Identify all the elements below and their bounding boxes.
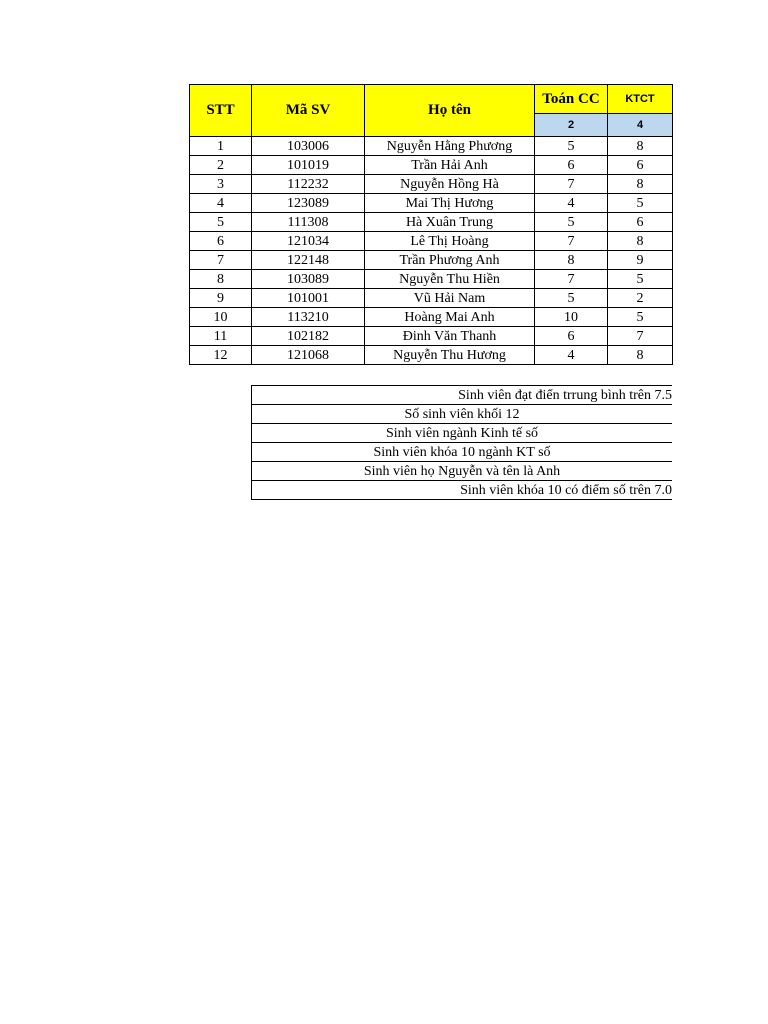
header-ma-sv[interactable]: Mã SV xyxy=(252,85,365,137)
table-row xyxy=(190,270,673,289)
cell-ktct[interactable]: 8 xyxy=(608,175,673,194)
summary-row xyxy=(252,481,673,500)
cell-ma-sv[interactable]: 101001 xyxy=(252,289,365,308)
cell-ktct[interactable]: 8 xyxy=(608,232,673,251)
cell-ma-sv[interactable]: 103006 xyxy=(252,137,365,156)
cell-ktct[interactable]: 6 xyxy=(608,213,673,232)
cell-stt[interactable]: 1 xyxy=(190,137,252,156)
cell-stt[interactable]: 8 xyxy=(190,270,252,289)
summary-label[interactable]: Số sinh viên khối 12 xyxy=(252,405,673,424)
cell-ktct[interactable]: 8 xyxy=(608,137,673,156)
table-row xyxy=(190,194,673,213)
cell-ktct[interactable]: 2 xyxy=(608,289,673,308)
header-stt[interactable]: STT xyxy=(190,85,252,137)
table-row xyxy=(190,232,673,251)
cell-toan-cc[interactable]: 5 xyxy=(535,289,608,308)
table-row xyxy=(190,308,673,327)
summary-label[interactable]: Sinh viên họ Nguyễn và tên là Anh xyxy=(252,462,673,481)
cell-toan-cc[interactable]: 5 xyxy=(535,213,608,232)
cell-stt[interactable]: 6 xyxy=(190,232,252,251)
cell-stt[interactable]: 7 xyxy=(190,251,252,270)
table-row xyxy=(190,175,673,194)
cell-toan-cc[interactable]: 6 xyxy=(535,156,608,175)
table-row xyxy=(190,289,673,308)
table-row xyxy=(190,327,673,346)
cell-stt[interactable]: 4 xyxy=(190,194,252,213)
summary-label[interactable]: Sinh viên khóa 10 có điểm số trên 7.0 xyxy=(252,481,673,500)
cell-stt[interactable]: 9 xyxy=(190,289,252,308)
cell-toan-cc[interactable]: 10 xyxy=(535,308,608,327)
cell-ma-sv[interactable]: 111308 xyxy=(252,213,365,232)
cell-toan-cc[interactable]: 6 xyxy=(535,327,608,346)
cell-toan-cc[interactable]: 4 xyxy=(535,346,608,365)
cell-ho-ten[interactable]: Mai Thị Hương xyxy=(365,194,535,213)
summary-table xyxy=(251,385,672,500)
cell-ho-ten[interactable]: Hà Xuân Trung xyxy=(365,213,535,232)
cell-ho-ten[interactable]: Đinh Văn Thanh xyxy=(365,327,535,346)
table-row xyxy=(190,213,673,232)
cell-ho-ten[interactable]: Vũ Hải Nam xyxy=(365,289,535,308)
cell-ho-ten[interactable]: Trần Hải Anh xyxy=(365,156,535,175)
cell-ho-ten[interactable]: Trần Phương Anh xyxy=(365,251,535,270)
student-grades-table xyxy=(189,84,673,365)
summary-row xyxy=(252,386,673,405)
cell-toan-cc[interactable]: 7 xyxy=(535,175,608,194)
cell-ktct[interactable]: 5 xyxy=(608,270,673,289)
summary-label[interactable]: Sinh viên ngành Kinh tế số xyxy=(252,424,673,443)
ktct-credits[interactable]: 4 xyxy=(608,114,673,137)
table-row xyxy=(190,137,673,156)
cell-ho-ten[interactable]: Nguyễn Hồng Hà xyxy=(365,175,535,194)
cell-stt[interactable]: 5 xyxy=(190,213,252,232)
cell-ho-ten[interactable]: Hoàng Mai Anh xyxy=(365,308,535,327)
cell-stt[interactable]: 11 xyxy=(190,327,252,346)
summary-label[interactable]: Sinh viên khóa 10 ngành KT số xyxy=(252,443,673,462)
summary-label[interactable]: Sinh viên đạt điển trrung bình trên 7.5 xyxy=(252,386,673,405)
cell-toan-cc[interactable]: 7 xyxy=(535,270,608,289)
summary-row xyxy=(252,462,673,481)
cell-toan-cc[interactable]: 7 xyxy=(535,232,608,251)
cell-ma-sv[interactable]: 122148 xyxy=(252,251,365,270)
cell-stt[interactable]: 3 xyxy=(190,175,252,194)
summary-row xyxy=(252,443,673,462)
cell-ktct[interactable]: 5 xyxy=(608,194,673,213)
cell-ktct[interactable]: 8 xyxy=(608,346,673,365)
header-ktct[interactable]: KTCT xyxy=(608,85,673,114)
cell-toan-cc[interactable]: 5 xyxy=(535,137,608,156)
cell-ma-sv[interactable]: 112232 xyxy=(252,175,365,194)
cell-stt[interactable]: 10 xyxy=(190,308,252,327)
cell-ma-sv[interactable]: 102182 xyxy=(252,327,365,346)
table-body xyxy=(190,137,673,365)
cell-ho-ten[interactable]: Nguyễn Thu Hiền xyxy=(365,270,535,289)
cell-toan-cc[interactable]: 8 xyxy=(535,251,608,270)
table-row xyxy=(190,156,673,175)
cell-toan-cc[interactable]: 4 xyxy=(535,194,608,213)
cell-ho-ten[interactable]: Nguyễn Hằng Phương xyxy=(365,137,535,156)
header-toan-cc[interactable]: Toán CC xyxy=(535,85,608,114)
cell-ktct[interactable]: 5 xyxy=(608,308,673,327)
cell-ma-sv[interactable]: 123089 xyxy=(252,194,365,213)
cell-ho-ten[interactable]: Nguyễn Thu Hương xyxy=(365,346,535,365)
toan-cc-credits[interactable]: 2 xyxy=(535,114,608,137)
header-ho-ten[interactable]: Họ tên xyxy=(365,85,535,137)
summary-row xyxy=(252,405,673,424)
table-row xyxy=(190,346,673,365)
cell-stt[interactable]: 2 xyxy=(190,156,252,175)
cell-ktct[interactable]: 6 xyxy=(608,156,673,175)
cell-ma-sv[interactable]: 113210 xyxy=(252,308,365,327)
cell-ktct[interactable]: 9 xyxy=(608,251,673,270)
cell-ma-sv[interactable]: 101019 xyxy=(252,156,365,175)
cell-stt[interactable]: 12 xyxy=(190,346,252,365)
summary-row xyxy=(252,424,673,443)
cell-ktct[interactable]: 7 xyxy=(608,327,673,346)
table-row xyxy=(190,251,673,270)
cell-ma-sv[interactable]: 121068 xyxy=(252,346,365,365)
summary-body xyxy=(252,386,673,500)
cell-ma-sv[interactable]: 103089 xyxy=(252,270,365,289)
cell-ma-sv[interactable]: 121034 xyxy=(252,232,365,251)
cell-ho-ten[interactable]: Lê Thị Hoàng xyxy=(365,232,535,251)
